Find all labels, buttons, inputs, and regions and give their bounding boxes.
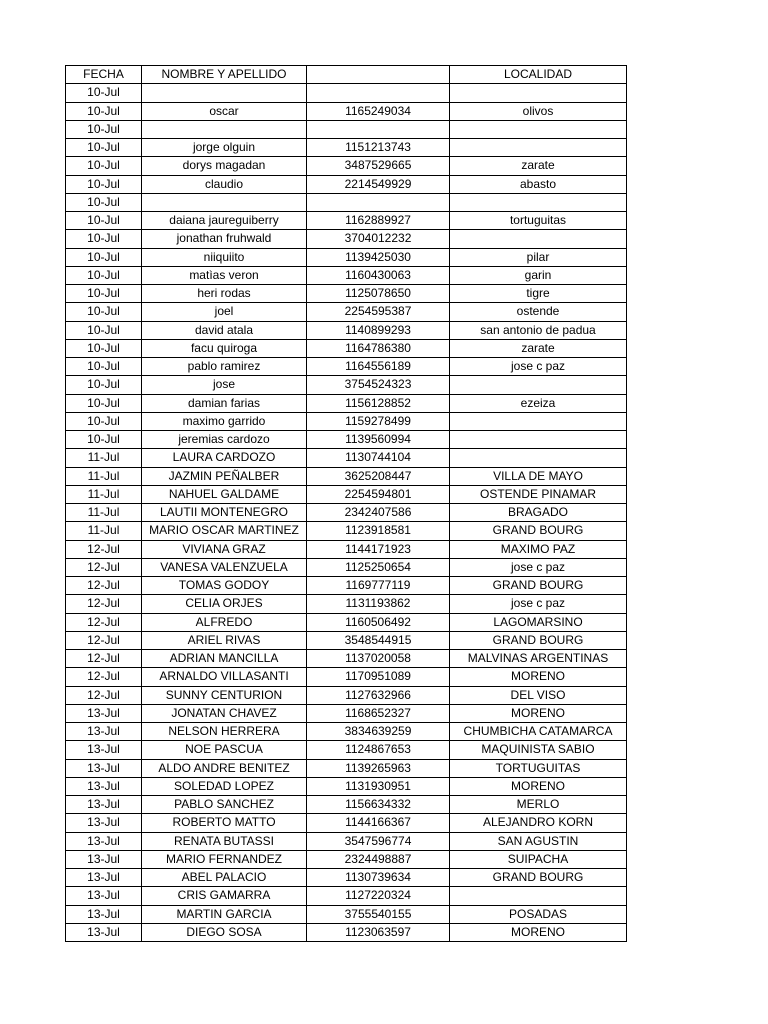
table-row bbox=[66, 558, 627, 576]
table-row bbox=[66, 376, 627, 394]
fecha-cell: 10-Jul bbox=[66, 84, 142, 102]
localidad-cell: MAQUINISTA SABIO bbox=[450, 741, 627, 759]
nombre-cell: CRIS GAMARRA bbox=[142, 887, 307, 905]
table-row bbox=[66, 175, 627, 193]
fecha-cell: 10-Jul bbox=[66, 193, 142, 211]
telefono-cell: 1165249034 bbox=[307, 102, 450, 120]
table-row bbox=[66, 704, 627, 722]
fecha-cell: 10-Jul bbox=[66, 120, 142, 138]
telefono-cell: 1125078650 bbox=[307, 285, 450, 303]
telefono-cell: 2324498887 bbox=[307, 850, 450, 868]
fecha-cell: 13-Jul bbox=[66, 869, 142, 887]
telefono-cell: 2214549929 bbox=[307, 175, 450, 193]
table-row bbox=[66, 887, 627, 905]
telefono-cell: 1123063597 bbox=[307, 923, 450, 941]
fecha-cell: 10-Jul bbox=[66, 175, 142, 193]
telefono-cell bbox=[307, 120, 450, 138]
fecha-cell: 11-Jul bbox=[66, 485, 142, 503]
table-row bbox=[66, 285, 627, 303]
fecha-cell: 10-Jul bbox=[66, 358, 142, 376]
nombre-cell: ROBERTO MATTO bbox=[142, 814, 307, 832]
nombre-cell: ALFREDO bbox=[142, 613, 307, 631]
table-row bbox=[66, 613, 627, 631]
nombre-cell: NAHUEL GALDAME bbox=[142, 485, 307, 503]
nombre-cell: NOE PASCUA bbox=[142, 741, 307, 759]
table-row bbox=[66, 467, 627, 485]
fecha-cell: 12-Jul bbox=[66, 558, 142, 576]
nombre-cell: joel bbox=[142, 303, 307, 321]
fecha-cell: 12-Jul bbox=[66, 631, 142, 649]
telefono-cell: 1159278499 bbox=[307, 412, 450, 430]
fecha-cell: 10-Jul bbox=[66, 431, 142, 449]
nombre-cell: david atala bbox=[142, 321, 307, 339]
nombre-cell: MARIO OSCAR MARTINEZ bbox=[142, 522, 307, 540]
localidad-cell: tortuguitas bbox=[450, 212, 627, 230]
fecha-cell: 10-Jul bbox=[66, 394, 142, 412]
telefono-cell: 1156128852 bbox=[307, 394, 450, 412]
telefono-cell: 1164556189 bbox=[307, 358, 450, 376]
nombre-cell: JAZMIN PEÑALBER bbox=[142, 467, 307, 485]
telefono-cell: 2254595387 bbox=[307, 303, 450, 321]
telefono-cell: 1139560994 bbox=[307, 431, 450, 449]
nombre-cell: oscar bbox=[142, 102, 307, 120]
table-row bbox=[66, 650, 627, 668]
header-nombre: NOMBRE Y APELLIDO bbox=[142, 66, 307, 84]
telefono-cell: 3625208447 bbox=[307, 467, 450, 485]
table-row bbox=[66, 412, 627, 430]
fecha-cell: 10-Jul bbox=[66, 376, 142, 394]
telefono-cell: 1131193862 bbox=[307, 595, 450, 613]
localidad-cell: jose c paz bbox=[450, 595, 627, 613]
nombre-cell: VIVIANA GRAZ bbox=[142, 540, 307, 558]
telefono-cell: 1139265963 bbox=[307, 759, 450, 777]
localidad-cell: OSTENDE PINAMAR bbox=[450, 485, 627, 503]
table-row bbox=[66, 431, 627, 449]
fecha-cell: 11-Jul bbox=[66, 504, 142, 522]
header-row bbox=[66, 66, 627, 84]
fecha-cell: 12-Jul bbox=[66, 668, 142, 686]
localidad-cell bbox=[450, 376, 627, 394]
localidad-cell: POSADAS bbox=[450, 905, 627, 923]
localidad-cell bbox=[450, 139, 627, 157]
table-row bbox=[66, 303, 627, 321]
table-row bbox=[66, 504, 627, 522]
table-row bbox=[66, 869, 627, 887]
nombre-cell: jeremias cardozo bbox=[142, 431, 307, 449]
telefono-cell: 1144166367 bbox=[307, 814, 450, 832]
table-row bbox=[66, 193, 627, 211]
fecha-cell: 11-Jul bbox=[66, 522, 142, 540]
telefono-cell: 1168652327 bbox=[307, 704, 450, 722]
localidad-cell: MORENO bbox=[450, 668, 627, 686]
nombre-cell: SOLEDAD LOPEZ bbox=[142, 777, 307, 795]
localidad-cell: olivos bbox=[450, 102, 627, 120]
fecha-cell: 10-Jul bbox=[66, 412, 142, 430]
localidad-cell: zarate bbox=[450, 157, 627, 175]
nombre-cell: niiquiito bbox=[142, 248, 307, 266]
nombre-cell: ALDO ANDRE BENITEZ bbox=[142, 759, 307, 777]
localidad-cell: SAN AGUSTIN bbox=[450, 832, 627, 850]
table-row bbox=[66, 84, 627, 102]
localidad-cell bbox=[450, 431, 627, 449]
table-row bbox=[66, 741, 627, 759]
fecha-cell: 10-Jul bbox=[66, 230, 142, 248]
table-row bbox=[66, 120, 627, 138]
nombre-cell: JONATAN CHAVEZ bbox=[142, 704, 307, 722]
nombre-cell: ARIEL RIVAS bbox=[142, 631, 307, 649]
fecha-cell: 13-Jul bbox=[66, 759, 142, 777]
table-row bbox=[66, 905, 627, 923]
fecha-cell: 13-Jul bbox=[66, 850, 142, 868]
localidad-cell: tigre bbox=[450, 285, 627, 303]
telefono-cell: 1156634332 bbox=[307, 796, 450, 814]
fecha-cell: 13-Jul bbox=[66, 796, 142, 814]
fecha-cell: 11-Jul bbox=[66, 467, 142, 485]
fecha-cell: 12-Jul bbox=[66, 650, 142, 668]
nombre-cell: SUNNY CENTURION bbox=[142, 686, 307, 704]
table-row bbox=[66, 631, 627, 649]
localidad-cell: MORENO bbox=[450, 704, 627, 722]
telefono-cell: 3755540155 bbox=[307, 905, 450, 923]
table-row bbox=[66, 540, 627, 558]
localidad-cell bbox=[450, 230, 627, 248]
telefono-cell: 1127220324 bbox=[307, 887, 450, 905]
localidad-cell: GRAND BOURG bbox=[450, 522, 627, 540]
localidad-cell bbox=[450, 84, 627, 102]
nombre-cell bbox=[142, 193, 307, 211]
table-row bbox=[66, 850, 627, 868]
telefono-cell: 1131930951 bbox=[307, 777, 450, 795]
telefono-cell: 1123918581 bbox=[307, 522, 450, 540]
telefono-cell: 1151213743 bbox=[307, 139, 450, 157]
localidad-cell: DEL VISO bbox=[450, 686, 627, 704]
localidad-cell: CHUMBICHA CATAMARCA bbox=[450, 723, 627, 741]
telefono-cell: 1140899293 bbox=[307, 321, 450, 339]
telefono-cell: 1124867653 bbox=[307, 741, 450, 759]
telefono-cell: 3547596774 bbox=[307, 832, 450, 850]
localidad-cell: MALVINAS ARGENTINAS bbox=[450, 650, 627, 668]
fecha-cell: 13-Jul bbox=[66, 814, 142, 832]
fecha-cell: 12-Jul bbox=[66, 540, 142, 558]
table-row bbox=[66, 248, 627, 266]
nombre-cell: jorge olguin bbox=[142, 139, 307, 157]
nombre-cell: jose bbox=[142, 376, 307, 394]
localidad-cell: GRAND BOURG bbox=[450, 869, 627, 887]
table-row bbox=[66, 102, 627, 120]
localidad-cell bbox=[450, 887, 627, 905]
fecha-cell: 13-Jul bbox=[66, 887, 142, 905]
telefono-cell: 1137020058 bbox=[307, 650, 450, 668]
table-row bbox=[66, 923, 627, 941]
nombre-cell: DIEGO SOSA bbox=[142, 923, 307, 941]
fecha-cell: 13-Jul bbox=[66, 777, 142, 795]
nombre-cell: matìas veron bbox=[142, 266, 307, 284]
localidad-cell: abasto bbox=[450, 175, 627, 193]
telefono-cell: 3834639259 bbox=[307, 723, 450, 741]
fecha-cell: 10-Jul bbox=[66, 303, 142, 321]
telefono-cell: 3704012232 bbox=[307, 230, 450, 248]
nombre-cell: pablo ramirez bbox=[142, 358, 307, 376]
localidad-cell: MORENO bbox=[450, 777, 627, 795]
localidad-cell: MERLO bbox=[450, 796, 627, 814]
telefono-cell: 1130739634 bbox=[307, 869, 450, 887]
telefono-cell: 3487529665 bbox=[307, 157, 450, 175]
localidad-cell bbox=[450, 193, 627, 211]
localidad-cell: SUIPACHA bbox=[450, 850, 627, 868]
table-row bbox=[66, 577, 627, 595]
table-row bbox=[66, 796, 627, 814]
localidad-cell: zarate bbox=[450, 339, 627, 357]
localidad-cell: TORTUGUITAS bbox=[450, 759, 627, 777]
fecha-cell: 10-Jul bbox=[66, 321, 142, 339]
table-row bbox=[66, 321, 627, 339]
nombre-cell: RENATA BUTASSI bbox=[142, 832, 307, 850]
fecha-cell: 12-Jul bbox=[66, 613, 142, 631]
fecha-cell: 13-Jul bbox=[66, 704, 142, 722]
nombre-cell: CELIA ORJES bbox=[142, 595, 307, 613]
telefono-cell: 1130744104 bbox=[307, 449, 450, 467]
fecha-cell: 11-Jul bbox=[66, 449, 142, 467]
telefono-cell: 1139425030 bbox=[307, 248, 450, 266]
telefono-cell: 3754524323 bbox=[307, 376, 450, 394]
nombre-cell: LAURA CARDOZO bbox=[142, 449, 307, 467]
table-row bbox=[66, 723, 627, 741]
telefono-cell: 1125250654 bbox=[307, 558, 450, 576]
localidad-cell: GRAND BOURG bbox=[450, 577, 627, 595]
localidad-cell: garin bbox=[450, 266, 627, 284]
nombre-cell: heri rodas bbox=[142, 285, 307, 303]
fecha-cell: 10-Jul bbox=[66, 212, 142, 230]
nombre-cell: LAUTII MONTENEGRO bbox=[142, 504, 307, 522]
localidad-cell bbox=[450, 120, 627, 138]
nombre-cell: ABEL PALACIO bbox=[142, 869, 307, 887]
nombre-cell bbox=[142, 120, 307, 138]
table-row bbox=[66, 485, 627, 503]
table-row bbox=[66, 668, 627, 686]
fecha-cell: 12-Jul bbox=[66, 577, 142, 595]
header-fecha: FECHA bbox=[66, 66, 142, 84]
telefono-cell: 1162889927 bbox=[307, 212, 450, 230]
nombre-cell: daiana jaureguiberry bbox=[142, 212, 307, 230]
localidad-cell: jose c paz bbox=[450, 558, 627, 576]
telefono-cell: 1127632966 bbox=[307, 686, 450, 704]
telefono-cell: 1164786380 bbox=[307, 339, 450, 357]
table-row bbox=[66, 759, 627, 777]
telefono-cell: 1160430063 bbox=[307, 266, 450, 284]
table-row bbox=[66, 266, 627, 284]
fecha-cell: 13-Jul bbox=[66, 832, 142, 850]
fecha-cell: 10-Jul bbox=[66, 157, 142, 175]
nombre-cell: ARNALDO VILLASANTI bbox=[142, 668, 307, 686]
localidad-cell: MAXIMO PAZ bbox=[450, 540, 627, 558]
table-row bbox=[66, 777, 627, 795]
table-row bbox=[66, 339, 627, 357]
nombre-cell: ADRIAN MANCILLA bbox=[142, 650, 307, 668]
nombre-cell bbox=[142, 84, 307, 102]
telefono-cell bbox=[307, 193, 450, 211]
table-row bbox=[66, 230, 627, 248]
telefono-cell: 1169777119 bbox=[307, 577, 450, 595]
header-telefono bbox=[307, 66, 450, 84]
nombre-cell: VANESA VALENZUELA bbox=[142, 558, 307, 576]
localidad-cell: LAGOMARSINO bbox=[450, 613, 627, 631]
localidad-cell bbox=[450, 449, 627, 467]
nombre-cell: maximo garrido bbox=[142, 412, 307, 430]
telefono-cell: 1160506492 bbox=[307, 613, 450, 631]
fecha-cell: 13-Jul bbox=[66, 905, 142, 923]
fecha-cell: 13-Jul bbox=[66, 741, 142, 759]
fecha-cell: 10-Jul bbox=[66, 102, 142, 120]
contacts-table bbox=[65, 65, 627, 942]
telefono-cell: 1170951089 bbox=[307, 668, 450, 686]
localidad-cell: ALEJANDRO KORN bbox=[450, 814, 627, 832]
telefono-cell bbox=[307, 84, 450, 102]
table-row bbox=[66, 139, 627, 157]
table-row bbox=[66, 449, 627, 467]
fecha-cell: 10-Jul bbox=[66, 248, 142, 266]
fecha-cell: 10-Jul bbox=[66, 285, 142, 303]
fecha-cell: 12-Jul bbox=[66, 595, 142, 613]
table-row bbox=[66, 394, 627, 412]
localidad-cell: MORENO bbox=[450, 923, 627, 941]
nombre-cell: jonathan fruhwald bbox=[142, 230, 307, 248]
nombre-cell: damian farias bbox=[142, 394, 307, 412]
fecha-cell: 10-Jul bbox=[66, 266, 142, 284]
fecha-cell: 13-Jul bbox=[66, 723, 142, 741]
localidad-cell: BRAGADO bbox=[450, 504, 627, 522]
fecha-cell: 12-Jul bbox=[66, 686, 142, 704]
nombre-cell: NELSON HERRERA bbox=[142, 723, 307, 741]
table-row bbox=[66, 595, 627, 613]
telefono-cell: 3548544915 bbox=[307, 631, 450, 649]
localidad-cell: ostende bbox=[450, 303, 627, 321]
localidad-cell: jose c paz bbox=[450, 358, 627, 376]
localidad-cell: san antonio de padua bbox=[450, 321, 627, 339]
localidad-cell: GRAND BOURG bbox=[450, 631, 627, 649]
nombre-cell: TOMAS GODOY bbox=[142, 577, 307, 595]
localidad-cell: VILLA DE MAYO bbox=[450, 467, 627, 485]
telefono-cell: 2342407586 bbox=[307, 504, 450, 522]
table-row bbox=[66, 832, 627, 850]
table-row bbox=[66, 157, 627, 175]
nombre-cell: MARTIN GARCIA bbox=[142, 905, 307, 923]
telefono-cell: 2254594801 bbox=[307, 485, 450, 503]
nombre-cell: MARIO FERNANDEZ bbox=[142, 850, 307, 868]
fecha-cell: 13-Jul bbox=[66, 923, 142, 941]
localidad-cell: ezeiza bbox=[450, 394, 627, 412]
fecha-cell: 10-Jul bbox=[66, 339, 142, 357]
nombre-cell: dorys magadan bbox=[142, 157, 307, 175]
nombre-cell: facu quiroga bbox=[142, 339, 307, 357]
table-row bbox=[66, 814, 627, 832]
table-body bbox=[66, 84, 627, 942]
localidad-cell bbox=[450, 412, 627, 430]
telefono-cell: 1144171923 bbox=[307, 540, 450, 558]
table-row bbox=[66, 522, 627, 540]
nombre-cell: PABLO SANCHEZ bbox=[142, 796, 307, 814]
table-row bbox=[66, 212, 627, 230]
fecha-cell: 10-Jul bbox=[66, 139, 142, 157]
table-row bbox=[66, 358, 627, 376]
localidad-cell: pilar bbox=[450, 248, 627, 266]
table-row bbox=[66, 686, 627, 704]
header-localidad: LOCALIDAD bbox=[450, 66, 627, 84]
nombre-cell: claudio bbox=[142, 175, 307, 193]
